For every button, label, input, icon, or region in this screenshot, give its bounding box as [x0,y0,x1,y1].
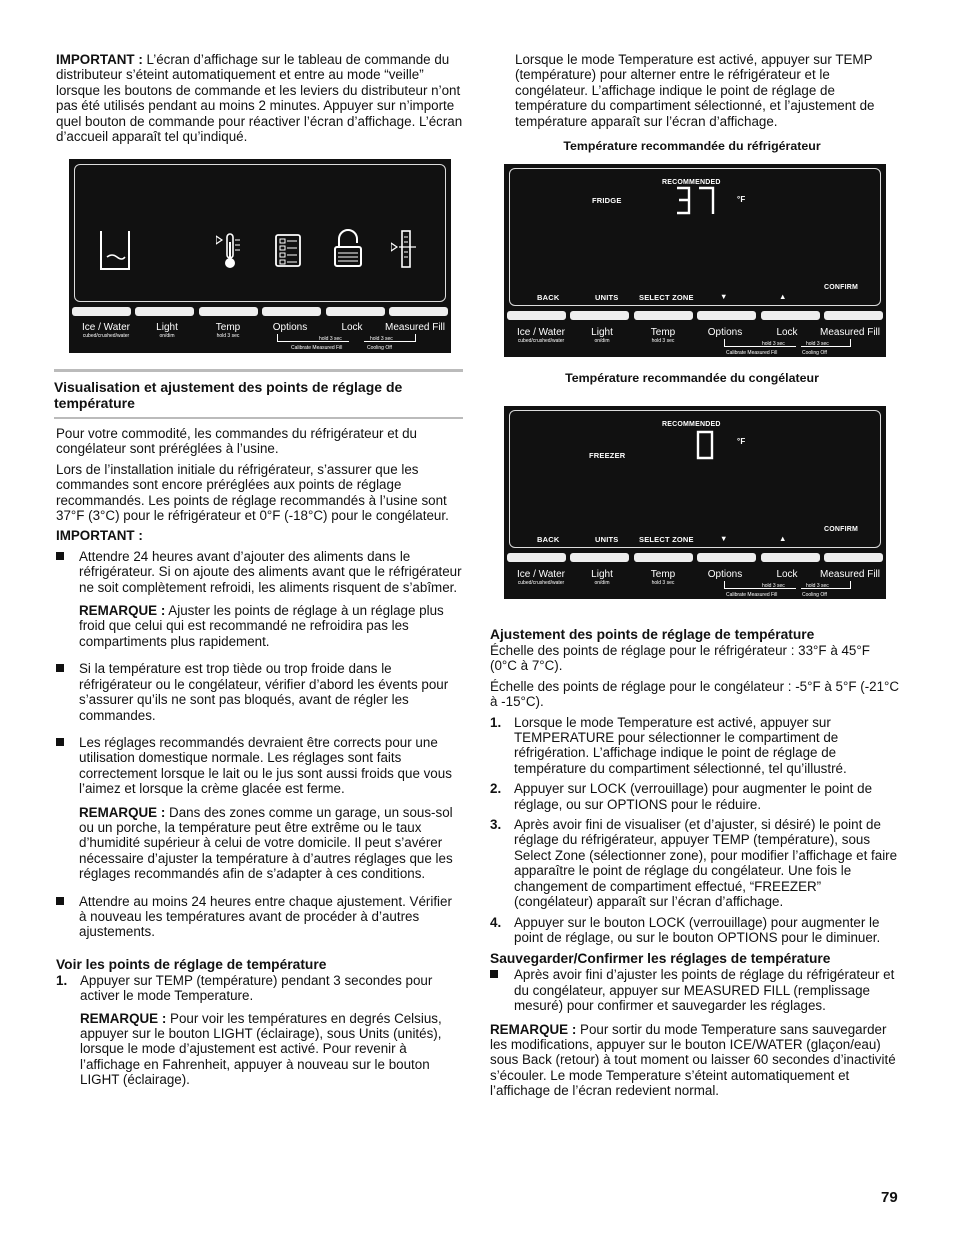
options-label: Options [707,327,743,338]
options-button[interactable] [262,307,321,316]
calibrate-label: Calibrate Measured Fill [726,592,778,598]
cooling-off-label: Cooling Off [802,592,827,598]
freezer-zone-label: FREEZER [589,451,626,460]
right-intro: Lorsque le mode Temperature est activé, appuyer sur TEMP (température) pour alterner entre le réfrigérateur et le congélateur. L’affichage indique le point de réglage de température du compartiment sélectionné, et l’ajustement de température apparaît sur l’écran d’affichage. [515,52,875,129]
temp-label: Temp hold 3 sec [650,569,676,586]
light-label: Light on/dim [591,327,613,344]
remark-1: REMARQUE : Ajuster les points de réglage à un réglage plus froid que celui qui est recommandé ne refroidira pas les compartiments plus rapidement. [79,603,444,649]
ice-water-button[interactable] [72,307,131,316]
adjust-step-3: 3. Après avoir fini de visualiser (et d’ajuster, si désiré) le point de réglage du réfrigérateur, appuyer TEMP (température), sous Select Zone (sélectionner zone), pour modifier l’affichage et faire apparaître le point de réglage du congélateur. Une fois le changement de compartiment effectué, “FREEZER” (congélateur) apparaît sur l’écran d’affichage. [490,817,898,910]
fridge-range: Échelle des points de réglage pour le réfrigérateur : 33°F à 45°F (0°C à 7°C). [490,643,870,674]
recommended-label: RECOMMENDED [662,421,721,428]
ice-water-button[interactable] [507,311,566,320]
options-button[interactable] [697,311,756,320]
thermometer-icon [216,232,244,270]
bullet-mark [56,552,64,560]
measured-fill-button[interactable] [824,311,883,320]
lock-button[interactable] [761,311,820,320]
measured-fill-label: Measured Fill [819,569,881,580]
temp-button[interactable] [199,307,258,316]
bullet-mark [490,970,498,978]
view-remark: REMARQUE : Pour voir les températures en degrés Celsius, appuyer sur le bouton LIGHT (éclairage), sous Units (unités), lorsque le mode d’ajustement est activé. Pour revenir à l’affichage en Fahrenheit, appuyer à nouveau sur le bouton LIGHT (éclairage). [80,1010,442,1088]
lock-hold-sub: hold 3 sec [762,583,785,589]
units-softkey: UNITS [595,535,619,544]
bullet-1: Attendre 24 heures avant d’ajouter des aliments dans le réfrigérateur. Si on ajoute des aliments avant que le réfrigérateur ne soit complètement refroidi, les aliments risquent de s’abîmer. [56,549,463,595]
cooling-bracket [801,581,851,589]
light-button[interactable] [570,311,629,320]
measured-fill-icon [391,229,421,269]
calibrate-bracket [724,581,796,589]
view-title: Voir les points de réglage de température [56,956,327,972]
light-label: Light on/dim [591,569,613,586]
section-heading-box [54,369,463,419]
lock-label: Lock [341,322,363,333]
bullet-mark [56,738,64,746]
fridge-unit-label: °F [737,195,746,204]
temp-button[interactable] [634,553,693,562]
confirm-softkey: CONFIRM [824,526,859,533]
lock-hold-sub: hold 3 sec [319,336,342,342]
back-softkey: BACK [537,293,560,302]
adjust-step-1: 1. Lorsque le mode Temperature est activé, appuyer sur TEMPERATURE pour sélectionner le compartiment de réfrigération. L’affichage indique le point de réglage de température du compartiment sélectionné, tel qu’illustré. [490,714,847,776]
cooling-off-label: Cooling Off [802,350,827,356]
save-remark: REMARQUE : Pour sortir du mode Temperature sans sauvegarder les modifications, appuyer sur le bouton ICE/WATER (glaçon/eau) sous Back (retour) à tout moment ou laisser 60 secondes d’inactivité s’écouler. Le mode Temperature s’éteint automatiquement et l’affichage de l’écran redevient normal. [490,1021,896,1099]
up-arrow-icon: ▲ [779,534,787,543]
bullet-mark [56,897,64,905]
adjust-title: Ajustement des points de réglage de température [490,627,815,642]
section-body [56,369,463,1093]
lock-label: Lock [776,569,798,580]
options-checklist-icon [275,234,303,268]
measured-fill-label: Measured Fill [384,322,446,333]
ice-water-label: Ice / Water cubed/crushed/water [517,569,565,586]
fridge-button-row [507,311,883,320]
bullet-mark [56,664,64,672]
section-title: Visualisation et ajustement des points de réglage de température [54,379,403,411]
lock-hold-sub: hold 3 sec [762,341,785,347]
freezer-display-panel [504,406,886,599]
lock-button[interactable] [326,307,385,316]
cooling-bracket [364,334,416,342]
remark-2: REMARQUE : Dans des zones comme un garage, un sous-sol ou un porche, la température peut être extrême ou le taux d’humidité supérieur à celui de votre domicile. Il peut s’avérer nécessaire d’ajuster la température à d’autres réglages que les réglages recommandés afin de s’adapter à ces conditions. [79,804,453,882]
lock-button[interactable] [761,553,820,562]
section-p2: Lors de l’installation initiale du réfrigérateur, s’assurer que les commandes sont encore préréglées aux points de réglage recommandés. Les points de réglage recommandés à l’usine sont 37°F (3°C) pour le réfrigérateur et 0°F (-18°C) pour le congélateur. [56,461,449,524]
light-button[interactable] [135,307,194,316]
unlocked-padlock-icon [334,229,364,269]
ice-water-label: Ice / Water cubed/crushed/water [517,327,565,344]
options-label: Options [707,569,743,580]
light-button[interactable] [570,553,629,562]
fridge-caption: Température recommandée du réfrigérateur [563,139,821,153]
measured-fill-button[interactable] [389,307,448,316]
intro-text: L’écran d’affichage sur le tableau de commande du distributeur s’éteint automatiquement et entre au mode “veille” lorsque les boutons de commande et les leviers du distributeur n’ont pas été utilisés pendant au moins 2 minutes. Appuyer sur n’importe quel bouton de commande pour réactiver l’écran d’affichage. L’écran d’accueil apparaît tel qu’indiqué. [56,52,463,145]
temp-label: Temp hold 3 sec [650,327,676,344]
measured-fill-hold-sub: hold 3 sec [370,336,393,342]
options-button[interactable] [697,553,756,562]
down-arrow-icon: ▼ [720,292,728,301]
important-label: IMPORTANT : [56,52,143,67]
bullet-3: Les réglages recommandés devraient être corrects pour une utilisation domestique normale. Les réglages sont faits correctement lorsque le lait ou le jus sont aussi froids que vous l’aimez et lorsque la crème glacée est ferme. [56,735,463,797]
lock-label: Lock [776,327,798,338]
calibrate-label: Calibrate Measured Fill [291,345,343,351]
back-softkey: BACK [537,535,560,544]
save-bullet: Après avoir fini d’ajuster les points de réglage du réfrigérateur et du congélateur, appuyer sur MEASURED FILL (remplissage mesuré) pour confirmer et sauvegarder les réglages. [490,967,900,1013]
light-label: Light on/dim [156,322,178,339]
important-heading: IMPORTANT : [56,528,143,544]
freezer-button-row [507,553,883,562]
freezer-range: Échelle des points de réglage pour le congélateur : -5°F à 5°F (-21°C à -15°C). [490,678,900,710]
freezer-caption: Température recommandée du congélateur [565,371,819,385]
cooling-off-label: Cooling Off [367,345,392,351]
measured-fill-hold-sub: hold 3 sec [806,583,829,589]
up-arrow-icon: ▲ [779,292,787,301]
bullet-2: Si la température est trop tiède ou trop froide dans le réfrigérateur ou le congélateur, vérifier d’abord les évents pour s’assurer qu’ils ne sont pas bloqués, avant de régler les commandes. [56,661,463,723]
view-step-1: 1. Appuyer sur TEMP (température) pendant 3 secondes pour activer le mode Temperature. [56,972,433,1004]
ice-water-label: Ice / Water cubed/crushed/water [82,322,130,339]
calibrate-bracket [724,339,796,347]
home-display-panel [69,159,451,353]
select-zone-softkey: SELECT ZONE [639,293,694,302]
fridge-zone-label: FRIDGE [592,196,622,205]
freezer-temp-digit [696,430,718,460]
temp-button[interactable] [634,311,693,320]
measured-fill-label: Measured Fill [819,327,881,338]
adjust-step-4: 4. Appuyer sur le bouton LOCK (verrouillage) pour augmenter le point de réglage, ou sur le bouton OPTIONS pour le diminuer. [490,914,881,945]
freezer-unit-label: °F [737,437,746,446]
fridge-display-panel [504,164,886,357]
adjust-step-2: 2. Appuyer sur LOCK (verrouillage) pour augmenter le point de réglage, ou sur OPTIONS pour le réduire. [490,781,873,812]
down-arrow-icon: ▼ [720,534,728,543]
units-softkey: UNITS [595,293,619,302]
cooling-bracket [801,339,851,347]
section-p1: Pour votre commodité, les commandes du réfrigérateur et du congélateur sont préréglées à l’usine. [56,426,417,457]
ice-water-button[interactable] [507,553,566,562]
confirm-softkey: CONFIRM [824,284,859,291]
save-title: Sauvegarder/Confirmer les réglages de température [490,951,831,967]
measured-fill-button[interactable] [824,553,883,562]
measured-fill-hold-sub: hold 3 sec [806,341,829,347]
right-body [490,627,900,1104]
bullet-4: Attendre au moins 24 heures entre chaque ajustement. Vérifier à nouveau les températures avant de procéder à d’autres ajustements. [56,894,463,940]
fridge-temp-digits [675,186,719,216]
recommended-label: RECOMMENDED [662,179,721,186]
water-glass-icon [99,229,133,273]
temp-label: Temp hold 3 sec [215,322,241,339]
page-number: 79 [881,1189,898,1206]
options-label: Options [272,322,308,333]
select-zone-softkey: SELECT ZONE [639,535,694,544]
calibrate-label: Calibrate Measured Fill [726,350,778,356]
home-button-row [72,307,448,316]
intro-paragraph [56,52,463,144]
